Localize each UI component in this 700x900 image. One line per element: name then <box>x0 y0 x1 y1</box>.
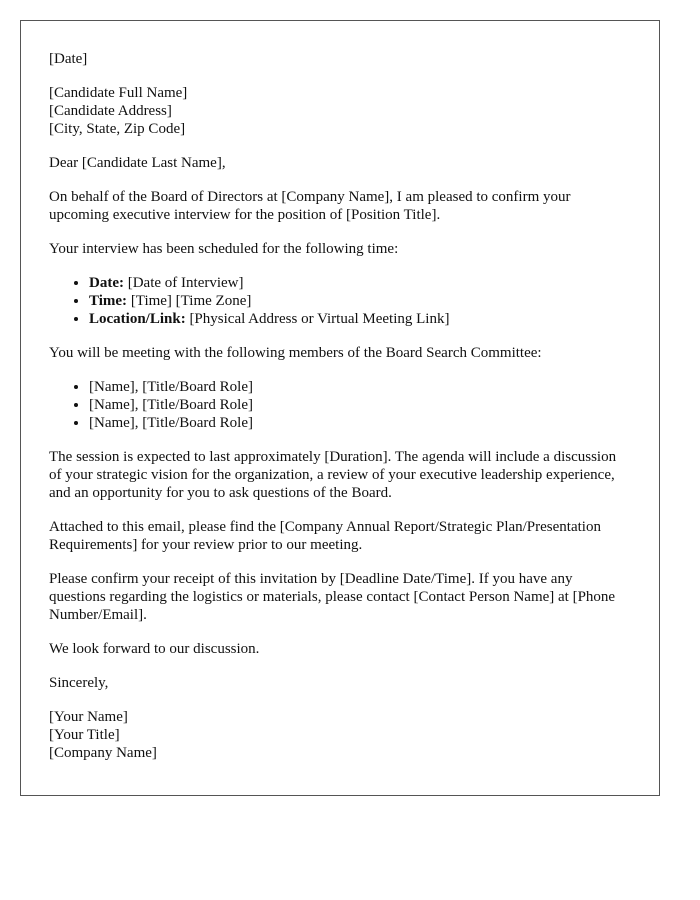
salutation: Dear [Candidate Last Name], <box>49 155 226 171</box>
schedule-label: Location/Link: <box>89 311 186 327</box>
recipient-block <box>49 84 631 138</box>
session-paragraph: The session is expected to last approximately [Duration]. The agenda will include a discussion of your strategic vision for the organization, a review of your executive leadership experience, and an opportunity for you to ask questions of the Board. <box>49 449 617 501</box>
schedule-label: Time: <box>89 293 128 309</box>
sender-company: [Company Name] <box>49 745 157 761</box>
schedule-value: [Physical Address or Virtual Meeting Link] <box>185 311 450 327</box>
schedule-value: [Time] [Time Zone] <box>127 293 252 309</box>
schedule-list <box>49 274 631 328</box>
recipient-city-state-zip: [City, State, Zip Code] <box>49 121 186 137</box>
intro-paragraph: On behalf of the Board of Directors at [Company Name], I am pleased to confirm your upcoming executive interview for the position of [Position Title]. <box>49 189 571 223</box>
schedule-item-date <box>89 274 631 292</box>
letter-date: [Date] <box>49 51 88 67</box>
schedule-label: Date: <box>89 275 124 291</box>
committee-member: • [Name], [Title/Board Role] <box>89 414 631 432</box>
schedule-value: [Date of Interview] <box>123 275 244 291</box>
schedule-item-location <box>89 310 631 328</box>
confirm-paragraph: Please confirm your receipt of this invitation by [Deadline Date/Time]. If you have any questions regarding the logistics or materials, please contact [Contact Person Name] at [Phone Number/Email]. <box>49 571 616 623</box>
committee-member: • [Name], [Title/Board Role] <box>89 378 631 396</box>
signoff: Sincerely, <box>49 675 109 691</box>
sender-block <box>49 708 631 762</box>
committee-list <box>49 378 631 432</box>
attachment-paragraph: Attached to this email, please find the [Company Annual Report/Strategic Plan/Presentation Requirements] for your review prior to our meeting. <box>49 519 601 553</box>
sender-name: [Your Name] <box>49 709 128 725</box>
letter-page <box>20 20 660 796</box>
committee-intro: You will be meeting with the following members of the Board Search Committee: <box>49 345 542 361</box>
recipient-address: [Candidate Address] <box>49 103 172 119</box>
closing-line: We look forward to our discussion. <box>49 641 260 657</box>
committee-member: • [Name], [Title/Board Role] <box>89 396 631 414</box>
sender-title: [Your Title] <box>49 727 120 743</box>
schedule-item-time <box>89 292 631 310</box>
recipient-name: [Candidate Full Name] <box>49 85 188 101</box>
schedule-intro: Your interview has been scheduled for the following time: <box>49 241 399 257</box>
